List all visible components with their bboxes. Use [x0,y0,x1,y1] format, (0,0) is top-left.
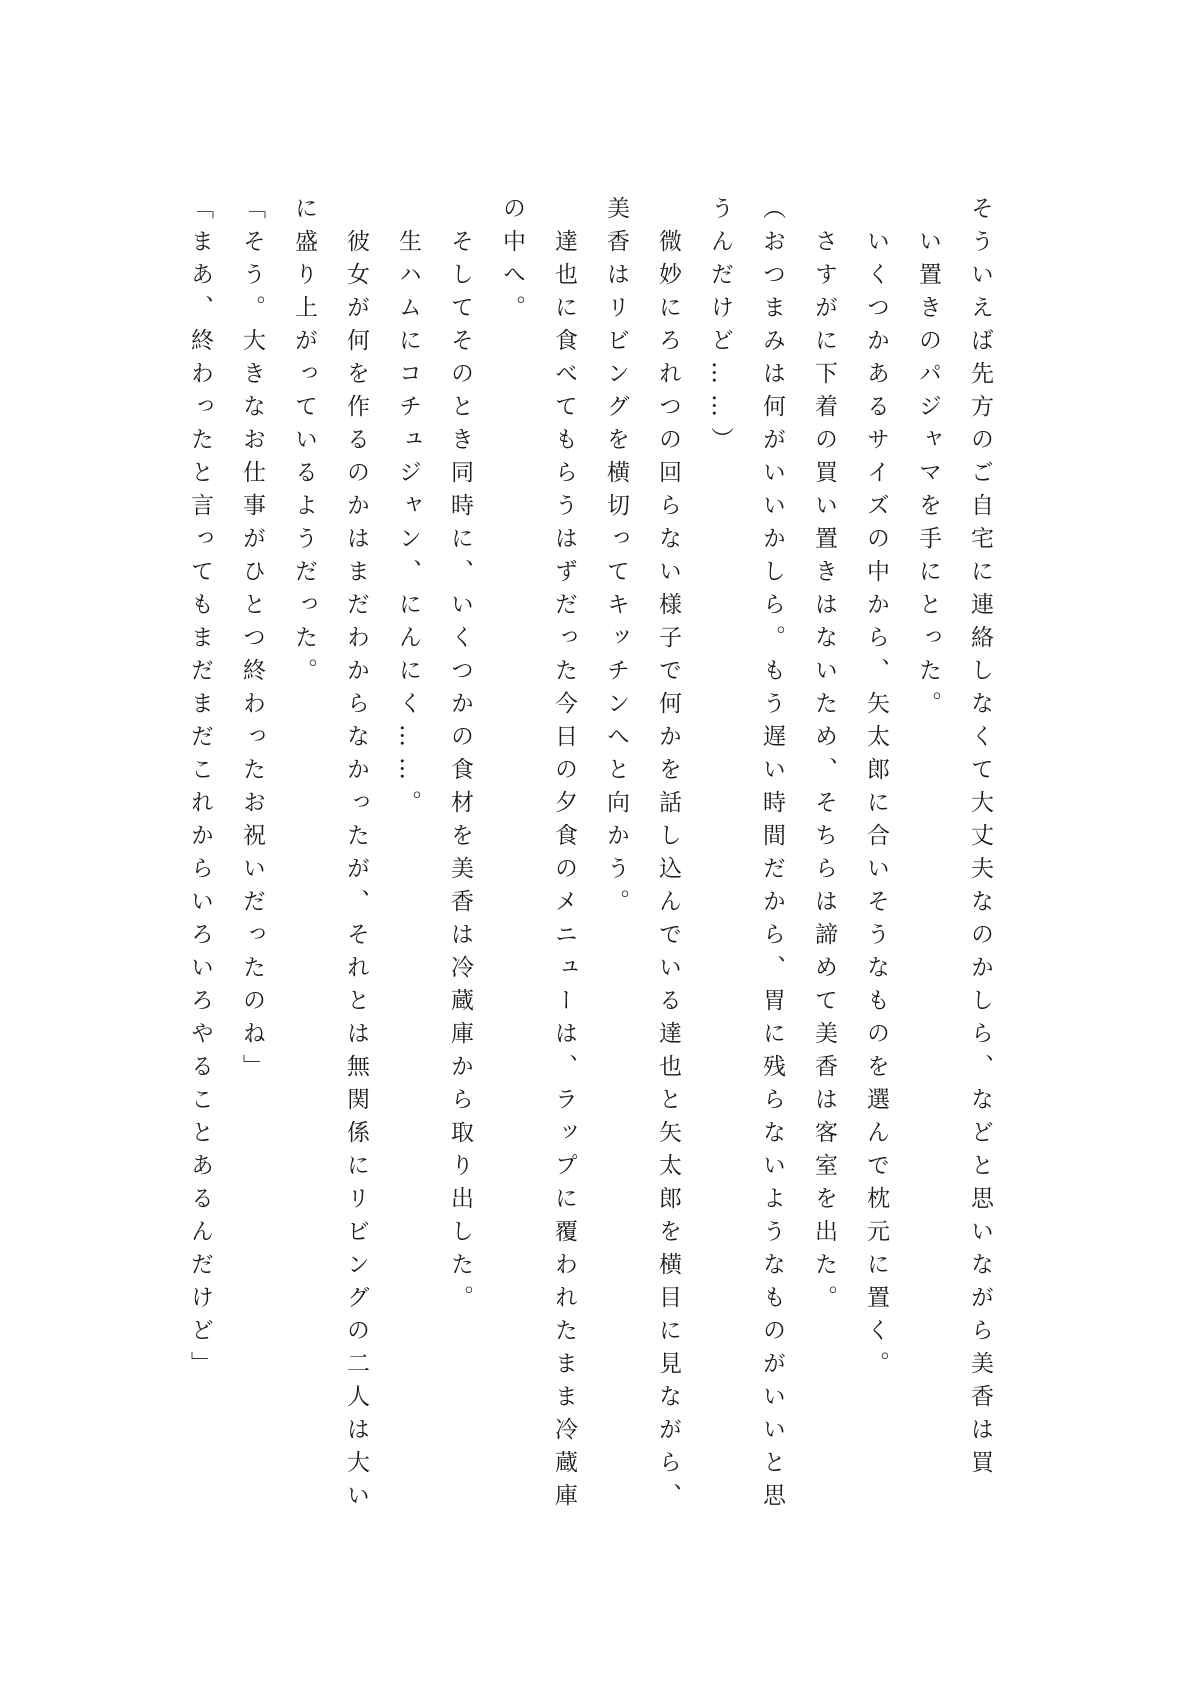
text-line: さすがに下着の買い置きはないため、そちらは諦めて美香は客室を出た。 [811,229,837,1318]
dialogue-line: 「そう。大きなお仕事がひとつ終わったお祝いだったのね」 [239,196,265,1087]
text-line: 彼女が何を作るのかはまだわからなかったが、それとは無関係にリビングの二人は大い [343,229,369,1516]
text-line: の中へ。 [499,196,525,328]
text-line: 達也に食べてもらうはずだった今日の夕食のメニューは、ラップに覆われたまま冷蔵庫 [551,229,577,1516]
text-line: うんだけど……） [707,196,733,460]
text-line: に盛り上がっているようだった。 [291,196,317,691]
text-line: そういえば先方のご自宅に連絡しなくて大丈夫なのかしら、などと思いながら美香は買 [967,196,993,1483]
dialogue-line: 「まあ、終わったと言ってもまだまだこれからいろいろやることあるんだけど」 [187,196,213,1384]
text-line: 美香はリビングを横切ってキッチンへと向かう。 [603,196,629,922]
text-line: そしてそのとき同時に、いくつかの食材を美香は冷蔵庫から取り出した。 [447,229,473,1318]
text-line: 生ハムにコチュジャン、にんにく……。 [395,229,421,823]
text-line: いくつかあるサイズの中から、矢太郎に合いそうなものを選んで枕元に置く。 [863,229,889,1384]
text-line: 微妙にろれつの回らない様子で何かを話し込んでいる達也と矢太郎を横目に見ながら、 [655,229,681,1516]
text-line: い置きのパジャマを手にとった。 [915,229,941,724]
vertical-text-body [161,196,1006,1516]
text-line: （おつまみは何がいいかしら。もう遅い時間だから、胃に残らないようなものがいいと思 [759,196,785,1516]
